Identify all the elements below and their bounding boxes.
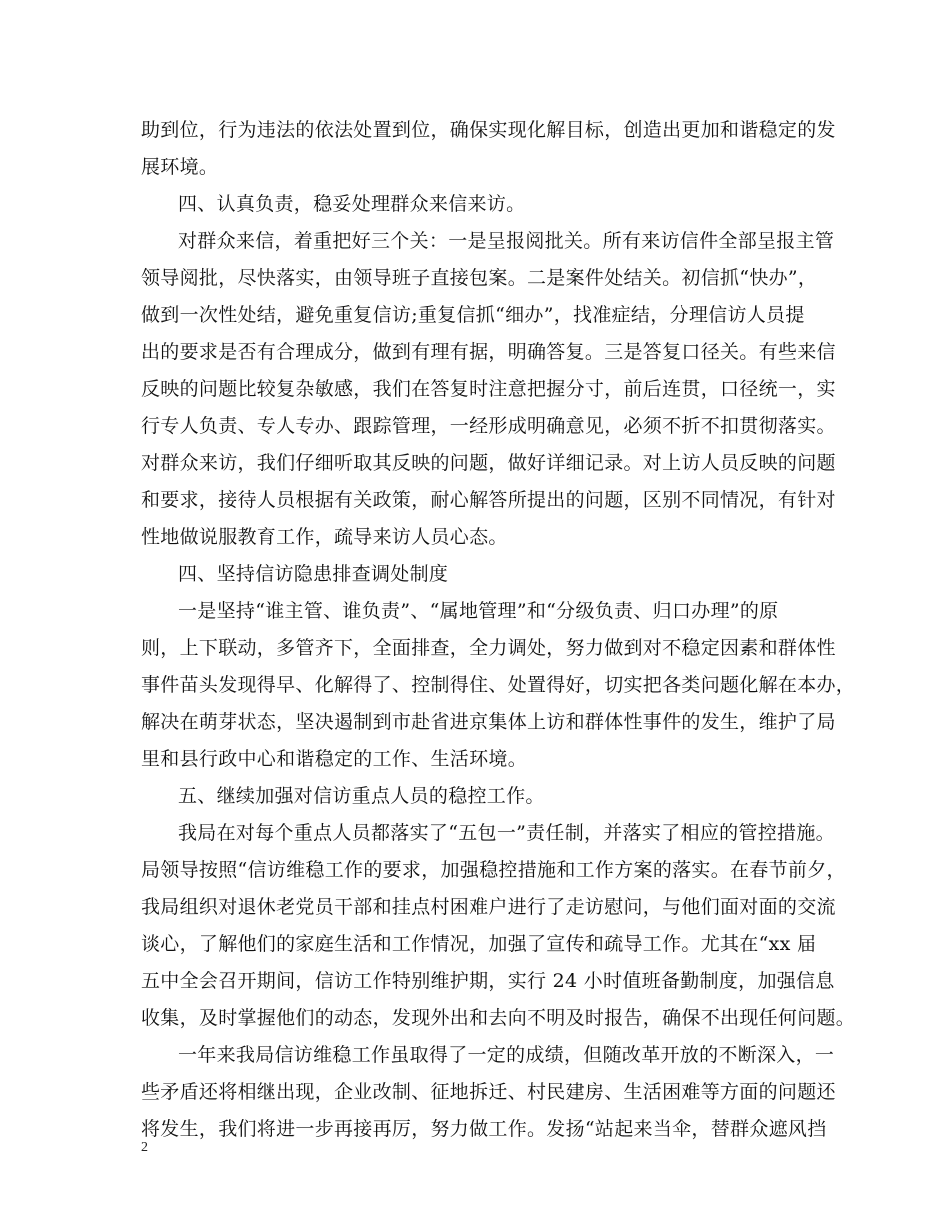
section-heading: 五、继续加强对信访重点人员的稳控工作。 [178,785,545,807]
text-line: 对群众来信，着重把好三个关：一是呈报阅批关。所有来访信件全部呈报主管 [178,230,835,252]
text-line: 对群众来访，我们仔细听取其反映的问题，做好详细记录。对上访人员反映的问题 [141,452,836,474]
text-line: 和要求，接待人员根据有关政策，耐心解答所提出的问题，区别不同情况，有针对 [141,489,836,511]
text-line: 里和县行政中心和谐稳定的工作、生活环境。 [141,748,528,770]
page-number: 2 [141,1140,148,1155]
text-line: 局领导按照“信访维稳工作的要求，加强稳控措施和工作方案的落实。在春节前夕， [141,859,846,881]
text-line: 领导阅批，尽快落实，由领导班子直接包案。二是案件处结关。初信抓“快办”， [141,267,818,289]
text-line: 性地做说服教育工作，疏导来访人员心态。 [141,526,508,548]
text-line: 则，上下联动，多管齐下，全面排查，全力调处，努力做到对不稳定因素和群体性 [141,637,836,659]
text-line: 收集，及时掌握他们的动态，发现外出和去向不明及时报告，确保不出现任何问题。 [141,1007,856,1029]
text-line: 做到一次性处结，避免重复信访;重复信抓“细办”，找准症结，分理信访人员提 [141,304,805,326]
text-line: 五中全会召开期间，信访工作特别维护期，实行 24 小时值班备勤制度，加强信息 [141,970,835,992]
text-line: 谈心，了解他们的家庭生活和工作情况，加强了宣传和疏导工作。尤其在“xx 届 [141,933,817,955]
text-line: 一是坚持“谁主管、谁负责”、“属地管理”和“分级负责、归口办理”的原 [178,600,779,622]
text-line: 我局在对每个重点人员都落实了“五包一”责任制，并落实了相应的管控措施。 [178,822,835,844]
text-line: 我局组织对退休老党员干部和挂点村困难户进行了走访慰问，与他们面对面的交流 [141,896,836,918]
text-line: 展环境。 [141,156,219,178]
text-line: 反映的问题比较复杂敏感，我们在答复时注意把握分寸，前后连贯，口径统一，实 [141,378,836,400]
text-line: 些矛盾还将相继出现，企业改制、征地拆迁、村民建房、生活困难等方面的问题还 [141,1081,836,1103]
text-line: 行专人负责、专人专办、跟踪管理，一经形成明确意见，必须不折不扣贯彻落实。 [141,415,836,437]
section-heading: 四、认真负责，稳妥处理群众来信来访。 [178,193,526,215]
text-line: 一年来我局信访维稳工作虽取得了一定的成绩，但随改革开放的不断深入，一 [178,1044,835,1066]
text-line: 将发生，我们将进一步再接再厉，努力做工作。发扬“站起来当伞，替群众遮风挡 [141,1118,827,1140]
text-line: 出的要求是否有合理成分，做到有理有据，明确答复。三是答复口径关。有些来信 [141,341,836,363]
text-line: 助到位，行为违法的依法处置到位，确保实现化解目标，创造出更加和谐稳定的发 [141,119,836,141]
section-heading: 四、坚持信访隐患排查调处制度 [178,563,449,585]
text-line: 解决在萌芽状态，坚决遏制到市赴省进京集体上访和群体性事件的发生，维护了局 [141,711,836,733]
text-line: 事件苗头发现得早、化解得了、控制得住、处置得好，切实把各类问题化解在本办， [141,674,856,696]
